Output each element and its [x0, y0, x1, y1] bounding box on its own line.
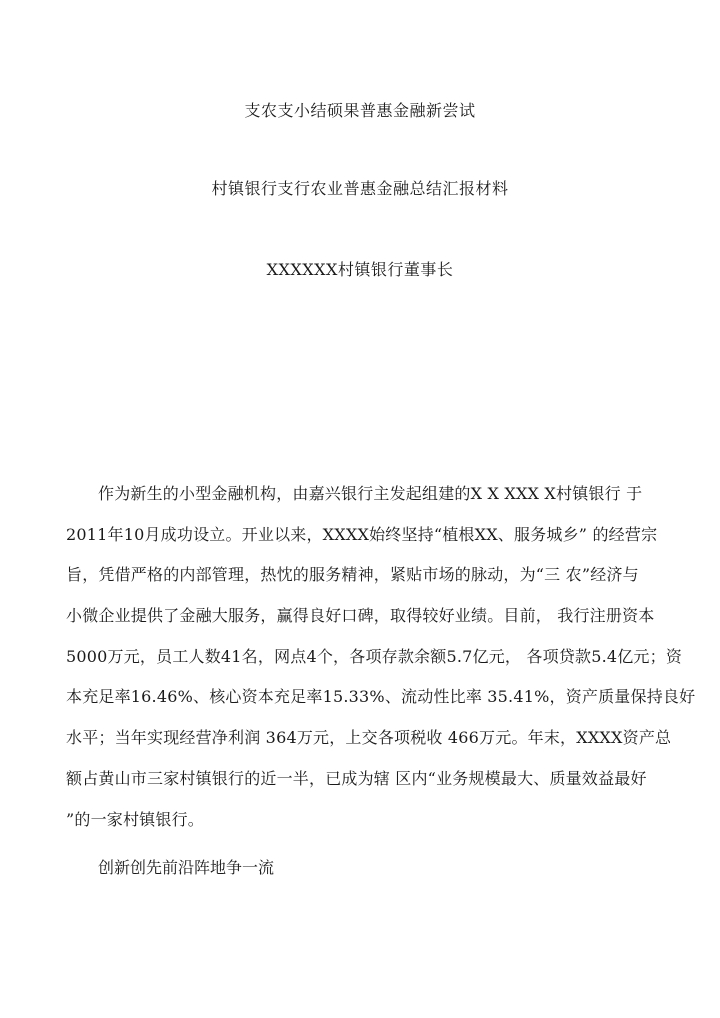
paragraph-line: 本充足率16.46%、核心资本充足率15.33%、流动性比率 35.41%，资产质量保持良好 [66, 687, 696, 707]
document-author: XXXXXX村镇银行董事长 [266, 260, 454, 279]
document-subtitle: 村镇银行支行农业普惠金融总结汇报材料 [211, 179, 509, 198]
paragraph-line: 2011年10月成功设立。开业以来，XXXX始终坚持“植根XX、服务城乡” 的经营宗 [66, 524, 658, 544]
paragraph-line: 小微企业提供了金融大服务，赢得良好口碑，取得较好业绩。目前， 我行注册资本 [66, 606, 655, 626]
section-heading: 创新创先前沿阵地争一流 [98, 858, 275, 877]
paragraph-line: 水平；当年实现经营净利润 364万元，上交各项税收 466万元。年末，XXXX资产总 [66, 728, 672, 748]
paragraph-line: 5000万元，员工人数41名，网点4个，各项存款余额5.7亿元， 各项贷款5.4亿元；资 [66, 646, 683, 666]
body-paragraph [66, 474, 696, 840]
paragraph-line: ”的一家村镇银行。 [66, 809, 204, 829]
paragraph-line: 作为新生的小型金融机构，由嘉兴银行主发起组建的X X XXX X村镇银行 于 [98, 484, 643, 503]
paragraph-line: 额占黄山市三家村镇银行的近一半，已成为辖 区内“业务规模最大、质量效益最好 [66, 768, 647, 788]
paragraph-line: 旨，凭借严格的内部管理，热忱的服务精神，紧贴市场的脉动，为“三 农”经济与 [66, 565, 639, 585]
document-title: 支农支小结硕果普惠金融新尝试 [244, 101, 476, 120]
